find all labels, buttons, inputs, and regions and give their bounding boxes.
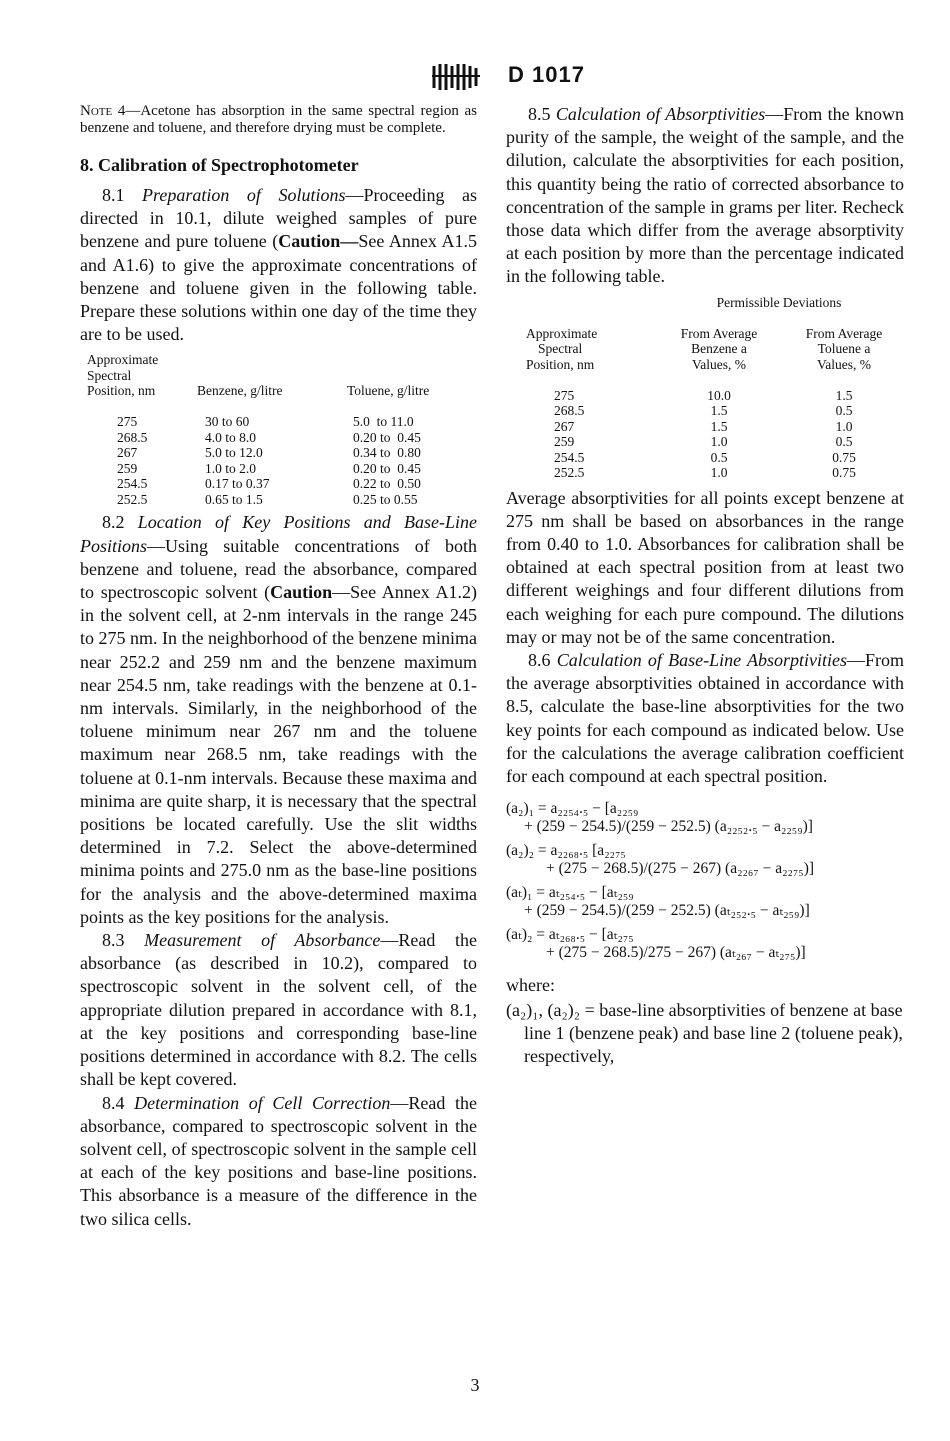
para-text: —Read the absorbance, compared to spectroscopic solvent in the solvent cell, of spectroscopic solvent in the sample cell at each of the key positions and base-line positions. This absorbance is a measure of the difference in the two silica cells. xyxy=(80,1092,477,1229)
table-cell: 0.5 xyxy=(835,434,853,450)
page-number: 3 xyxy=(470,1375,480,1395)
paragraph-8-1 xyxy=(80,184,477,346)
formula-line: (aₜ)₁ = aₜ₂₅₄.₅ − [aₜ₂₅₉ xyxy=(506,884,634,902)
definition-term: (a₂)₁, (a₂)₂ xyxy=(506,1000,581,1021)
table-cell: 4.0 to 8.0 xyxy=(205,429,257,445)
table-header-cell: Position, nm xyxy=(87,383,156,399)
table-cell: 10.0 xyxy=(707,387,731,403)
table-spacer xyxy=(87,399,197,415)
table-cell: 1.0 xyxy=(835,418,853,434)
caution-label: Caution— xyxy=(278,231,359,252)
table-cell: 0.25 to 0.55 xyxy=(353,491,418,507)
table-header-cell xyxy=(347,368,429,384)
definition-text: = base-line absorptivities of benzene at base line 1 (benzene peak) and base line 2 (toluene peak), respectively, xyxy=(524,1000,903,1067)
table-header-cell xyxy=(197,352,347,368)
note-label: Note xyxy=(80,103,113,119)
table-cell: 30 to 60 xyxy=(205,414,250,430)
formula-line: + (275 − 268.5)/(275 − 267) (a₂₂₆₇ − a₂₂₇₅)] xyxy=(546,860,815,878)
paragraph-8-4 xyxy=(80,1092,477,1231)
para-text: —Proceeding as directed in 10.1, dilute weighed samples of pure benzene and pure toluene ( xyxy=(80,185,477,252)
para-text: —See Annex A1.2) in the solvent cell, at 2-nm intervals in the range 245 to 275 nm. In the neighborhood of the benzene minima near 252.2 and 259 nm and the benzene maximum near 254.5 nm, take readings with the benzene at 0.1-nm intervals. Similarly, in the neighborhood of the toluene minimum near 267 nm and the toluene maximum near 268.5 nm, take readings with the toluene at 0.1-nm intervals. Because these maxima and minima are quite sharp, it is necessary that the spectral positions be located carefully. Use the slit widths determined in 7.2. Select the above-determined minima points and 275.0 nm as the base-line positions for the analysis and the above-determined maxima points as the key positions for the analysis. xyxy=(80,582,477,927)
table-header-cell xyxy=(526,295,654,311)
table-header-cell: Values, % xyxy=(817,356,871,372)
table-row xyxy=(526,465,904,481)
para-number: 8.5 xyxy=(528,104,556,124)
page-header xyxy=(0,58,950,98)
where-label: where: xyxy=(506,975,555,996)
table-row xyxy=(87,492,429,508)
table-cell: 1.0 xyxy=(710,434,728,450)
section-heading-8: 8. Calibration of Spectrophotometer xyxy=(80,155,359,175)
table-cell: 0.65 to 1.5 xyxy=(205,491,263,507)
left-column xyxy=(80,103,477,1231)
table-spacer xyxy=(784,310,904,326)
table-cell: 275 xyxy=(117,414,138,430)
table-cell: 254.5 xyxy=(554,449,585,465)
table-cell: 0.75 xyxy=(832,465,856,481)
table-header-cell: Spectral xyxy=(538,341,583,357)
formula-line: + (275 − 268.5)/275 − 267) (aₜ₂₆₇ − aₜ₂₇₅)] xyxy=(546,944,806,962)
table-header-cell: Values, % xyxy=(692,356,746,372)
table-cell: 0.20 to 0.45 xyxy=(353,460,421,476)
table-cell: 1.0 to 2.0 xyxy=(205,460,257,476)
para-number: 8.3 xyxy=(102,930,145,951)
table-spacer xyxy=(784,372,904,388)
table-row xyxy=(526,450,904,466)
table-row xyxy=(87,461,429,477)
formula-line: + (259 − 254.5)/(259 − 252.5) (a₂₂₅₂.₅ − a₂₂₅₉)] xyxy=(524,818,813,836)
para-number: 8.4 xyxy=(102,1092,135,1113)
table-cell: 0.22 to 0.50 xyxy=(353,476,421,492)
para-text: See Annex A1.5 and A1.6) to give the approximate concentrations of benzene and toluene given in the following table. Prepare these solutions within one day of the time they are to be used. xyxy=(80,231,477,345)
right-column xyxy=(506,103,904,1068)
para-text: —Using suitable concentrations of both benzene and toluene, read the absorbance, compared to spectroscopic solvent ( xyxy=(80,535,477,603)
table-cell: 0.5 xyxy=(835,403,853,419)
table-cell: 268.5 xyxy=(117,429,148,445)
table-cell: 254.5 xyxy=(117,476,148,492)
para-text: —From the known purity of the sample, the weight of the sample, and the dilution, calculate the absorptivities for each position, this quantity being the ratio of corrected absorbance to concentration of the sample in grams per liter. Recheck those data which differ from the average absorptivity at each position by more than the percentage indicated in the following table. xyxy=(506,104,905,287)
table-spacer xyxy=(526,310,654,326)
note-4 xyxy=(80,103,477,136)
table-cell: 1.5 xyxy=(835,387,853,403)
table-spacer xyxy=(347,399,429,415)
table-cell: 259 xyxy=(554,434,575,450)
table-header-cell: Spectral xyxy=(87,367,132,383)
para-text: —From the average absorptivities obtained in accordance with 8.5, calculate the base-line absorptivities for the two key points for each compound as indicated below. Use for the calculations the average calibration coefficient for each compound at each spectral position. xyxy=(506,650,905,787)
table-spacer xyxy=(654,372,784,388)
formula-line: + (259 − 254.5)/(259 − 252.5) (aₜ₂₅₂.₅ − aₜ₂₅₉)] xyxy=(524,902,810,920)
table-cell: 252.5 xyxy=(117,491,148,507)
table-header-cell: From Average xyxy=(805,325,883,341)
definition-item xyxy=(506,999,904,1068)
table-row xyxy=(87,430,429,446)
astm-logo-icon xyxy=(430,60,492,92)
paragraph-8-5 xyxy=(506,103,904,289)
formula-block xyxy=(506,792,904,962)
table-cell: 1.5 xyxy=(710,403,728,419)
table-header-cell xyxy=(347,352,429,368)
table-cell: 267 xyxy=(554,418,575,434)
para-title: Calculation of Absorptivities xyxy=(555,104,766,124)
para-title: Measurement of Absorbance xyxy=(144,930,381,951)
table-cell: 259 xyxy=(117,460,138,476)
table-cell: 0.75 xyxy=(832,449,856,465)
table-header-cell: Benzene a xyxy=(691,341,747,357)
table-spacer xyxy=(197,399,347,415)
paragraph-8-2 xyxy=(80,511,477,929)
para-text: —Read the absorbance (as described in 10.2), compared to spectroscopic solvent in the solvent cell, of the appropriate dilution prepared in accordance with 8.1, at the key positions and corresponding base-line positions determined in accordance with 8.2. The cells shall be kept covered. xyxy=(80,930,478,1090)
table-cell: 275 xyxy=(554,387,575,403)
table-row xyxy=(87,445,429,461)
table-spacer xyxy=(654,310,784,326)
para-title: Preparation of Solutions xyxy=(142,185,346,205)
table-header-cell: From Average xyxy=(680,325,758,341)
table-spacer xyxy=(526,372,654,388)
para-title: Determination of Cell Correction xyxy=(134,1092,391,1113)
table-row xyxy=(87,414,429,430)
concentration-table xyxy=(87,352,429,507)
para-number: 8.2 xyxy=(102,512,138,533)
table-row xyxy=(526,434,904,450)
table-header-cell: Approximate xyxy=(526,325,598,341)
formula-line: (aₜ)₂ = aₜ₂₆₈.₅ − [aₜ₂₇₅ xyxy=(506,926,634,944)
para-number: 8.6 xyxy=(528,650,557,671)
table-title: Permissible Deviations xyxy=(716,294,842,310)
note-text: 4—Acetone has absorption in the same spectral region as benzene and toluene, and therefore drying must be complete. xyxy=(80,103,477,136)
table-header-cell: Benzene, g/litre xyxy=(197,383,283,399)
table-cell: 5.0 to 11.0 xyxy=(353,414,414,430)
table-header-cell: Position, nm xyxy=(526,356,595,372)
para-title: Location of Key Positions and Base-Line Positions xyxy=(80,512,478,556)
table-cell: 267 xyxy=(117,445,138,461)
table-cell: 0.5 xyxy=(710,449,728,465)
document-designation: D 1017 xyxy=(508,62,585,87)
paragraph-8-6 xyxy=(506,649,904,788)
table-cell: 5.0 to 12.0 xyxy=(205,445,263,461)
table-row xyxy=(526,403,904,419)
paragraph-average-absorptivities: Average absorptivities for all points except benzene at 275 nm shall be based on absorbances in the range from 0.40 to 1.0. Absorbances for calibration shall be obtained at each spectral position from at least two different weighings and four different dilutions from each weighing for each pure compound. The dilutions may or may not be of the same concentration. xyxy=(506,487,904,647)
table-cell: 252.5 xyxy=(554,465,585,481)
table-cell: 0.20 to 0.45 xyxy=(353,429,421,445)
caution-label: Caution xyxy=(270,582,333,603)
table-row xyxy=(87,476,429,492)
table-header-cell: Toluene a xyxy=(817,341,871,357)
table-cell: 268.5 xyxy=(554,403,585,419)
table-row xyxy=(526,419,904,435)
para-title: Calculation of Base-Line Absorptivities xyxy=(556,650,847,671)
table-cell: 0.17 to 0.37 xyxy=(205,476,270,492)
table-cell: 1.0 xyxy=(710,465,728,481)
table-header-cell xyxy=(197,368,347,384)
formula-line: (a₂)₁ = a₂₂₅₄.₅ − [a₂₂₅₉ xyxy=(506,800,639,818)
table-header-cell: Approximate xyxy=(87,352,159,368)
table-header-cell: Toluene, g/litre xyxy=(347,383,430,399)
table-cell: 0.34 to 0.80 xyxy=(353,445,421,461)
paragraph-8-3 xyxy=(80,929,477,1091)
para-number: 8.1 xyxy=(102,185,143,205)
permissible-deviations-table xyxy=(526,295,904,481)
formula-line: (a₂)₂ = a₂₂₆₈.₅ [a₂₂₇₅ xyxy=(506,842,626,860)
table-row xyxy=(526,388,904,404)
table-cell: 1.5 xyxy=(710,418,728,434)
